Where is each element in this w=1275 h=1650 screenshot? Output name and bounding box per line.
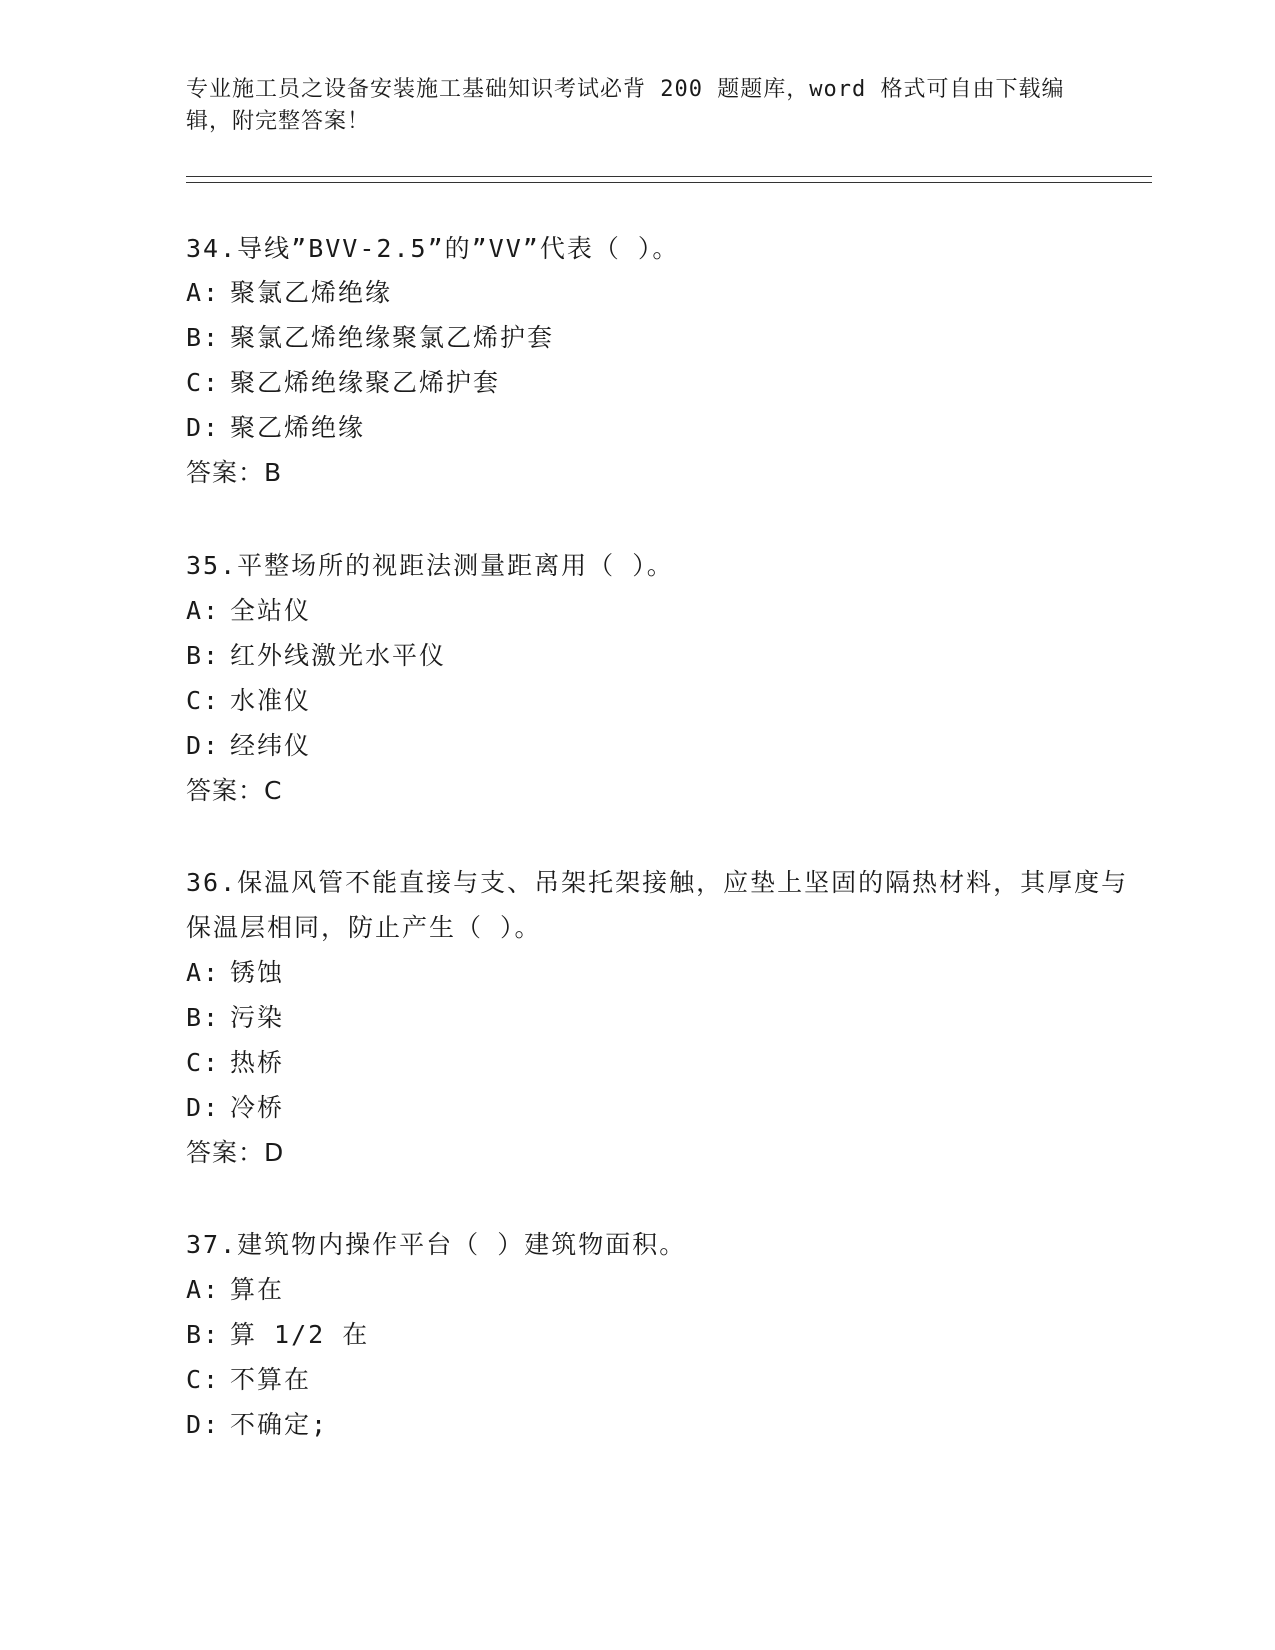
option-key: A: bbox=[186, 1275, 221, 1304]
header-divider bbox=[186, 176, 1152, 183]
option-key: C: bbox=[186, 1048, 221, 1077]
question-34-option-c bbox=[186, 360, 500, 405]
question-37-stem: 37.建筑物内操作平台（ ）建筑物面积。 bbox=[186, 1230, 687, 1259]
option-key: C: bbox=[186, 368, 221, 397]
question-37-option-b bbox=[186, 1312, 369, 1357]
option-key: D: bbox=[186, 731, 221, 760]
option-text: 热桥 bbox=[230, 1048, 285, 1077]
option-text: 不算在 bbox=[230, 1365, 312, 1394]
option-text: 不确定; bbox=[230, 1410, 329, 1439]
question-35-answer: 答案：C bbox=[186, 776, 283, 805]
question-36-option-b bbox=[186, 995, 284, 1040]
question-36-stem: 36.保温风管不能直接与支、吊架托架接触，应垫上坚固的隔热材料，其厚度与保温层相同，防止产生（ ）。 bbox=[186, 868, 1129, 942]
option-key: A: bbox=[186, 278, 221, 307]
question-36-option-a bbox=[186, 950, 284, 995]
option-text: 锈蚀 bbox=[230, 958, 285, 987]
question-34-stem: 34.导线”BVV-2.5”的”VV”代表（ ）。 bbox=[186, 234, 680, 263]
question-34-answer: 答案：B bbox=[186, 458, 283, 487]
option-text: 污染 bbox=[230, 1003, 285, 1032]
option-text: 冷桥 bbox=[230, 1093, 285, 1122]
option-text: 聚氯乙烯绝缘 bbox=[230, 278, 393, 307]
question-34-option-d bbox=[186, 405, 365, 450]
question-35-stem: 35.平整场所的视距法测量距离用（ ）。 bbox=[186, 551, 674, 580]
option-text: 水准仪 bbox=[230, 686, 312, 715]
question-34-option-b bbox=[186, 315, 554, 360]
question-36-option-c bbox=[186, 1040, 284, 1085]
question-36-option-d bbox=[186, 1085, 284, 1130]
option-key: D: bbox=[186, 1093, 221, 1122]
question-37-option-a bbox=[186, 1267, 284, 1312]
option-key: D: bbox=[186, 1410, 221, 1439]
option-text: 算 1/2 在 bbox=[230, 1320, 370, 1349]
option-key: D: bbox=[186, 413, 221, 442]
question-35-option-a bbox=[186, 588, 311, 633]
question-37-option-c bbox=[186, 1357, 311, 1402]
option-text: 红外线激光水平仪 bbox=[230, 641, 447, 670]
option-key: B: bbox=[186, 1320, 221, 1349]
question-35-option-c bbox=[186, 678, 311, 723]
document-header: 专业施工员之设备安装施工基础知识考试必背 200 题题库，word 格式可自由下载编辑，附完整答案！ bbox=[186, 77, 1065, 134]
option-text: 聚氯乙烯绝缘聚氯乙烯护套 bbox=[230, 323, 555, 352]
option-key: B: bbox=[186, 323, 221, 352]
option-key: C: bbox=[186, 1365, 221, 1394]
question-35-option-d bbox=[186, 723, 311, 768]
question-35-option-b bbox=[186, 633, 446, 678]
option-text: 算在 bbox=[230, 1275, 285, 1304]
option-key: C: bbox=[186, 686, 221, 715]
question-36-answer: 答案：D bbox=[186, 1138, 285, 1167]
option-text: 经纬仪 bbox=[230, 731, 312, 760]
option-key: B: bbox=[186, 641, 221, 670]
option-key: B: bbox=[186, 1003, 221, 1032]
option-text: 聚乙烯绝缘 bbox=[230, 413, 366, 442]
question-37-option-d bbox=[186, 1402, 328, 1447]
option-key: A: bbox=[186, 596, 221, 625]
option-text: 全站仪 bbox=[230, 596, 312, 625]
option-text: 聚乙烯绝缘聚乙烯护套 bbox=[230, 368, 501, 397]
option-key: A: bbox=[186, 958, 221, 987]
question-34-option-a bbox=[186, 270, 392, 315]
